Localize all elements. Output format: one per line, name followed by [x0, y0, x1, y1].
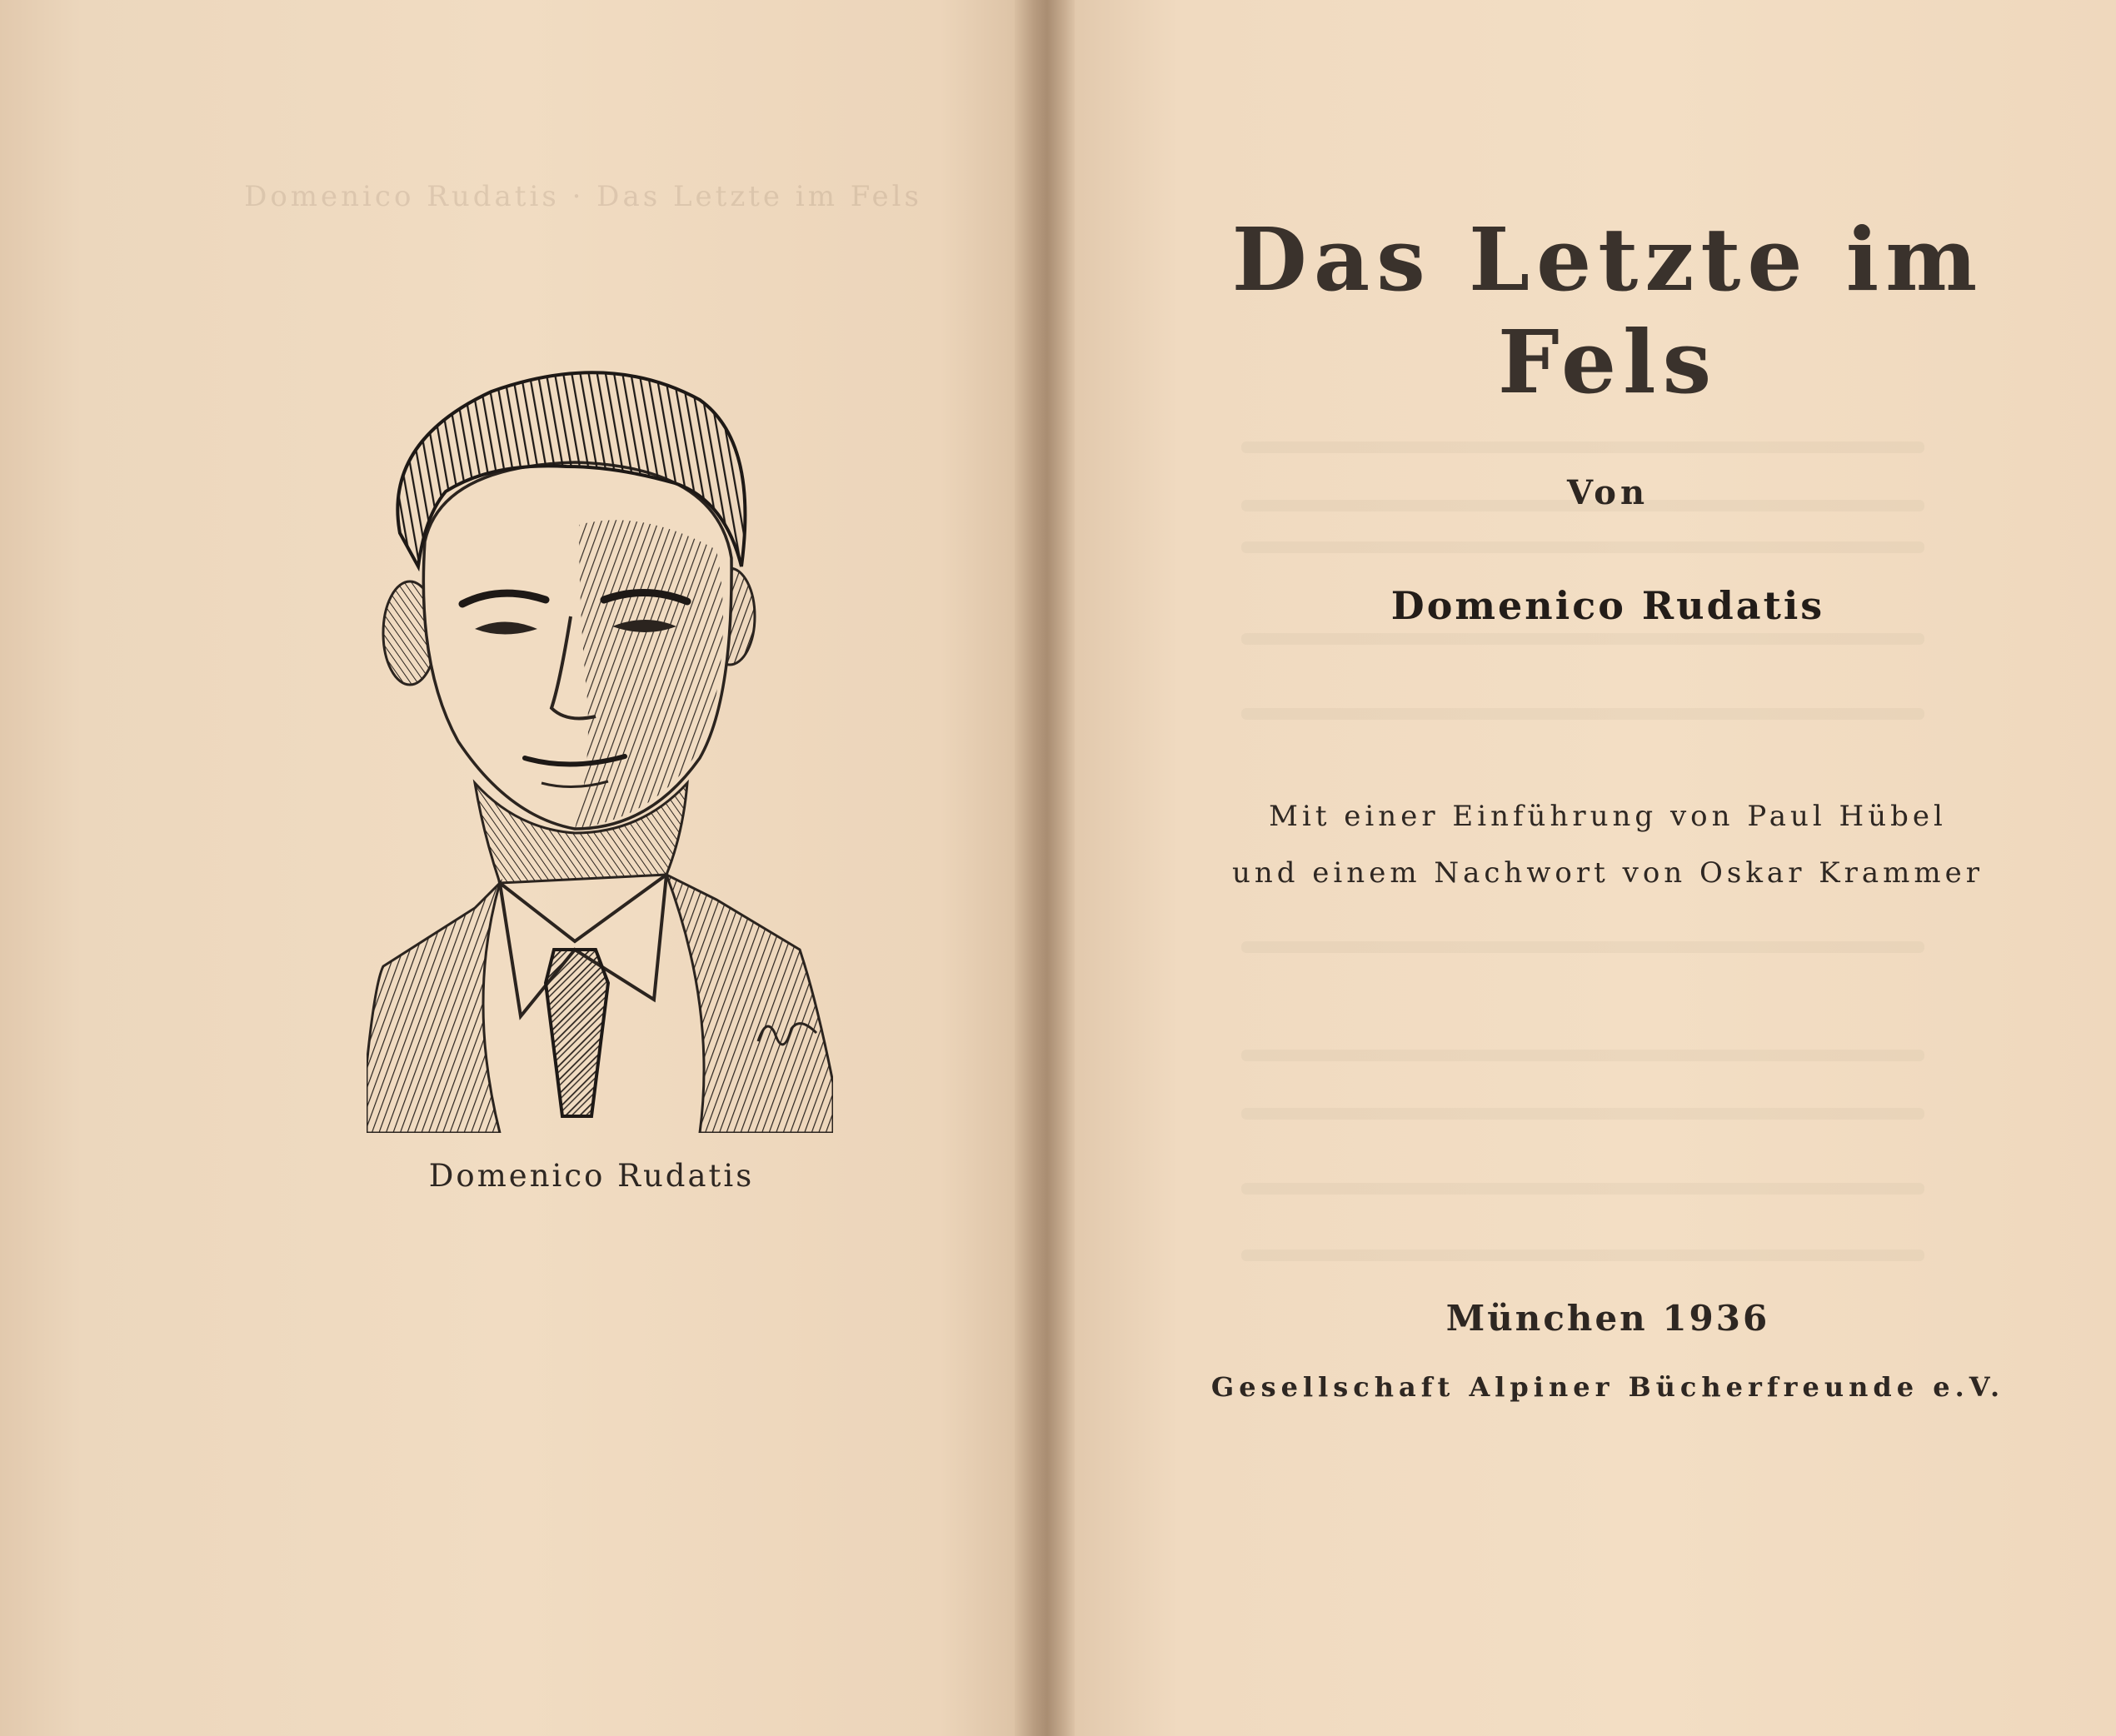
left-page: [0, 0, 1021, 1736]
show-through-line: [1241, 708, 1924, 720]
show-through-line: [1241, 1050, 1924, 1061]
by-label: Von: [1566, 473, 1649, 512]
portrait-caption: Domenico Rudatis: [428, 1158, 755, 1194]
show-through-line: [1241, 1183, 1924, 1195]
show-through-line: [1241, 1108, 1924, 1120]
show-through-line: [1241, 541, 1924, 553]
show-through-line: [1241, 1250, 1924, 1261]
afterword-credit: und einem Nachwort von Oskar Krammer: [1231, 856, 1984, 890]
introduction-credit: Mit einer Einführung von Paul Hübel: [1269, 800, 1947, 833]
author-portrait-illustration: [367, 367, 833, 1133]
show-through-line: [1241, 633, 1924, 645]
show-through-line: [1241, 441, 1924, 453]
running-head-show-through: Domenico Rudatis · Das Letzte im Fels: [244, 180, 922, 213]
book-title: Das Letzte im Fels: [1231, 208, 1984, 413]
author-name: Domenico Rudatis: [1390, 583, 1825, 628]
publisher-name: Gesellschaft Alpiner Bücherfreunde e.V.: [1210, 1371, 2005, 1403]
book-gutter: [1015, 0, 1080, 1736]
show-through-line: [1241, 941, 1924, 953]
place-and-year: München 1936: [1445, 1298, 1770, 1339]
